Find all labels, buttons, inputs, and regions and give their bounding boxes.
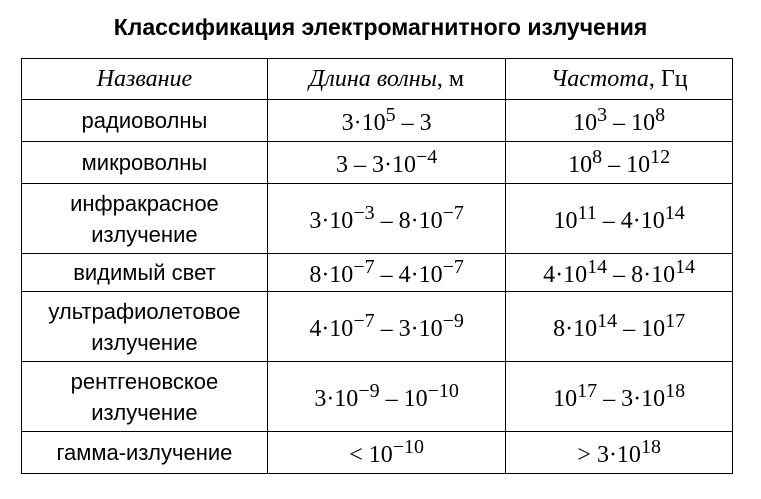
wave-to-base: 3·10 <box>398 316 443 342</box>
header-name <box>22 59 268 100</box>
wave-to-exponent: −4 <box>415 146 438 168</box>
freq-cell <box>506 184 733 254</box>
wave-dash: – <box>374 262 399 288</box>
wave-to-exponent: −10 <box>427 380 459 402</box>
page-title: Классификация электромагнитного излучения <box>113 14 648 40</box>
wave-cell <box>267 142 505 184</box>
row-name: ультрафиолетовое излучение <box>22 292 268 362</box>
freq-from-exponent: 14 <box>597 310 618 332</box>
freq-to-base: 3·10 <box>621 386 666 412</box>
freq-cell <box>506 142 733 184</box>
wave-to-base: 3·10 <box>371 152 416 178</box>
freq-to-exponent: 8 <box>655 104 666 126</box>
wave-cell <box>267 254 505 292</box>
freq-cell <box>506 254 733 292</box>
freq-from-exponent: 17 <box>577 380 598 402</box>
table-row <box>22 184 733 254</box>
freq-cell <box>506 432 733 474</box>
freq-dash: – <box>596 208 621 234</box>
row-name: гамма-излучение <box>22 432 268 474</box>
wave-from-exponent: −7 <box>353 256 375 278</box>
wave-from-exponent: −7 <box>353 310 375 332</box>
wave-dash: – <box>395 110 420 136</box>
freq-from-exponent: 18 <box>640 436 661 458</box>
freq-from-exponent: 14 <box>587 256 608 278</box>
wave-from-exponent: −3 <box>353 202 375 224</box>
header-row <box>22 59 733 100</box>
freq-from-exponent: 11 <box>577 202 597 224</box>
header-frequency-unit: , Гц <box>648 65 688 92</box>
wave-from-exponent: −10 <box>392 436 425 458</box>
row-name: радиоволны <box>22 100 268 142</box>
freq-to-base: 10 <box>626 152 651 178</box>
freq-dash: – <box>617 316 642 342</box>
wave-to-exponent: −9 <box>442 310 464 332</box>
freq-from-base: 10 <box>568 152 593 178</box>
freq-from-base: 10 <box>553 386 578 412</box>
wave-from-base: < 10 <box>349 442 393 468</box>
row-name: видимый свет <box>22 254 268 292</box>
wave-cell <box>267 100 505 142</box>
freq-to-exponent: 14 <box>664 202 685 224</box>
freq-to-base: 10 <box>641 316 666 342</box>
wave-from-base: 3·10 <box>314 386 359 412</box>
freq-from-base: 10 <box>573 110 598 136</box>
wave-dash: – <box>347 152 372 178</box>
freq-from-base: 4·10 <box>543 262 588 288</box>
wave-dash: – <box>374 208 399 234</box>
wave-from-base: 3·10 <box>309 208 354 234</box>
freq-from-base: 8·10 <box>553 316 598 342</box>
wave-cell <box>267 362 505 432</box>
freq-cell <box>506 100 733 142</box>
wave-to-base: 8·10 <box>398 208 443 234</box>
freq-cell <box>506 362 733 432</box>
freq-cell <box>506 292 733 362</box>
row-name: микроволны <box>22 142 268 184</box>
wave-from-base: 3·10 <box>341 110 386 136</box>
wave-from-base: 8·10 <box>309 262 354 288</box>
freq-to-base: 8·10 <box>631 262 676 288</box>
freq-dash: – <box>597 386 622 412</box>
freq-to-base: 4·10 <box>620 208 665 234</box>
freq-from-base: > 3·10 <box>577 442 641 468</box>
wave-to-base: 4·10 <box>398 262 443 288</box>
header-frequency-label: Частота <box>550 65 649 92</box>
freq-to-exponent: 14 <box>675 256 696 278</box>
wave-cell <box>267 432 505 474</box>
wave-to-base: 10 <box>403 386 428 412</box>
freq-dash: – <box>607 110 632 136</box>
wave-from-exponent: −9 <box>358 380 380 402</box>
wave-from-base: 4·10 <box>309 316 354 342</box>
table-row <box>22 362 733 432</box>
table-row <box>22 100 733 142</box>
freq-dash: – <box>602 152 627 178</box>
wave-dash: – <box>379 386 404 412</box>
header-wavelength <box>267 59 505 100</box>
em-classification-table <box>21 58 733 474</box>
freq-from-exponent: 3 <box>597 104 608 126</box>
freq-from-base: 10 <box>553 208 578 234</box>
wave-dash: – <box>374 316 399 342</box>
row-name: инфракрасное излучение <box>22 184 268 254</box>
freq-to-exponent: 17 <box>665 310 686 332</box>
wave-cell <box>267 184 505 254</box>
table-row <box>22 292 733 362</box>
row-name: рентгеновское излучение <box>22 362 268 432</box>
table-row <box>22 142 733 184</box>
wave-cell <box>267 292 505 362</box>
freq-from-exponent: 8 <box>592 146 603 168</box>
header-wavelength-label: Длина волны <box>309 65 437 92</box>
freq-to-base: 10 <box>631 110 656 136</box>
wave-to-base: 3 <box>419 110 432 136</box>
freq-to-exponent: 12 <box>650 146 671 168</box>
wave-to-exponent: −7 <box>442 256 464 278</box>
header-name-label: Название <box>96 65 193 92</box>
freq-dash: – <box>607 262 632 288</box>
table-row <box>22 254 733 292</box>
table-row <box>22 432 733 474</box>
header-frequency <box>506 59 733 100</box>
header-wavelength-unit: , м <box>436 65 465 92</box>
wave-from-exponent: 5 <box>385 104 396 126</box>
wave-from-base: 3 <box>335 152 348 178</box>
wave-to-exponent: −7 <box>442 202 464 224</box>
freq-to-exponent: 18 <box>665 380 686 402</box>
